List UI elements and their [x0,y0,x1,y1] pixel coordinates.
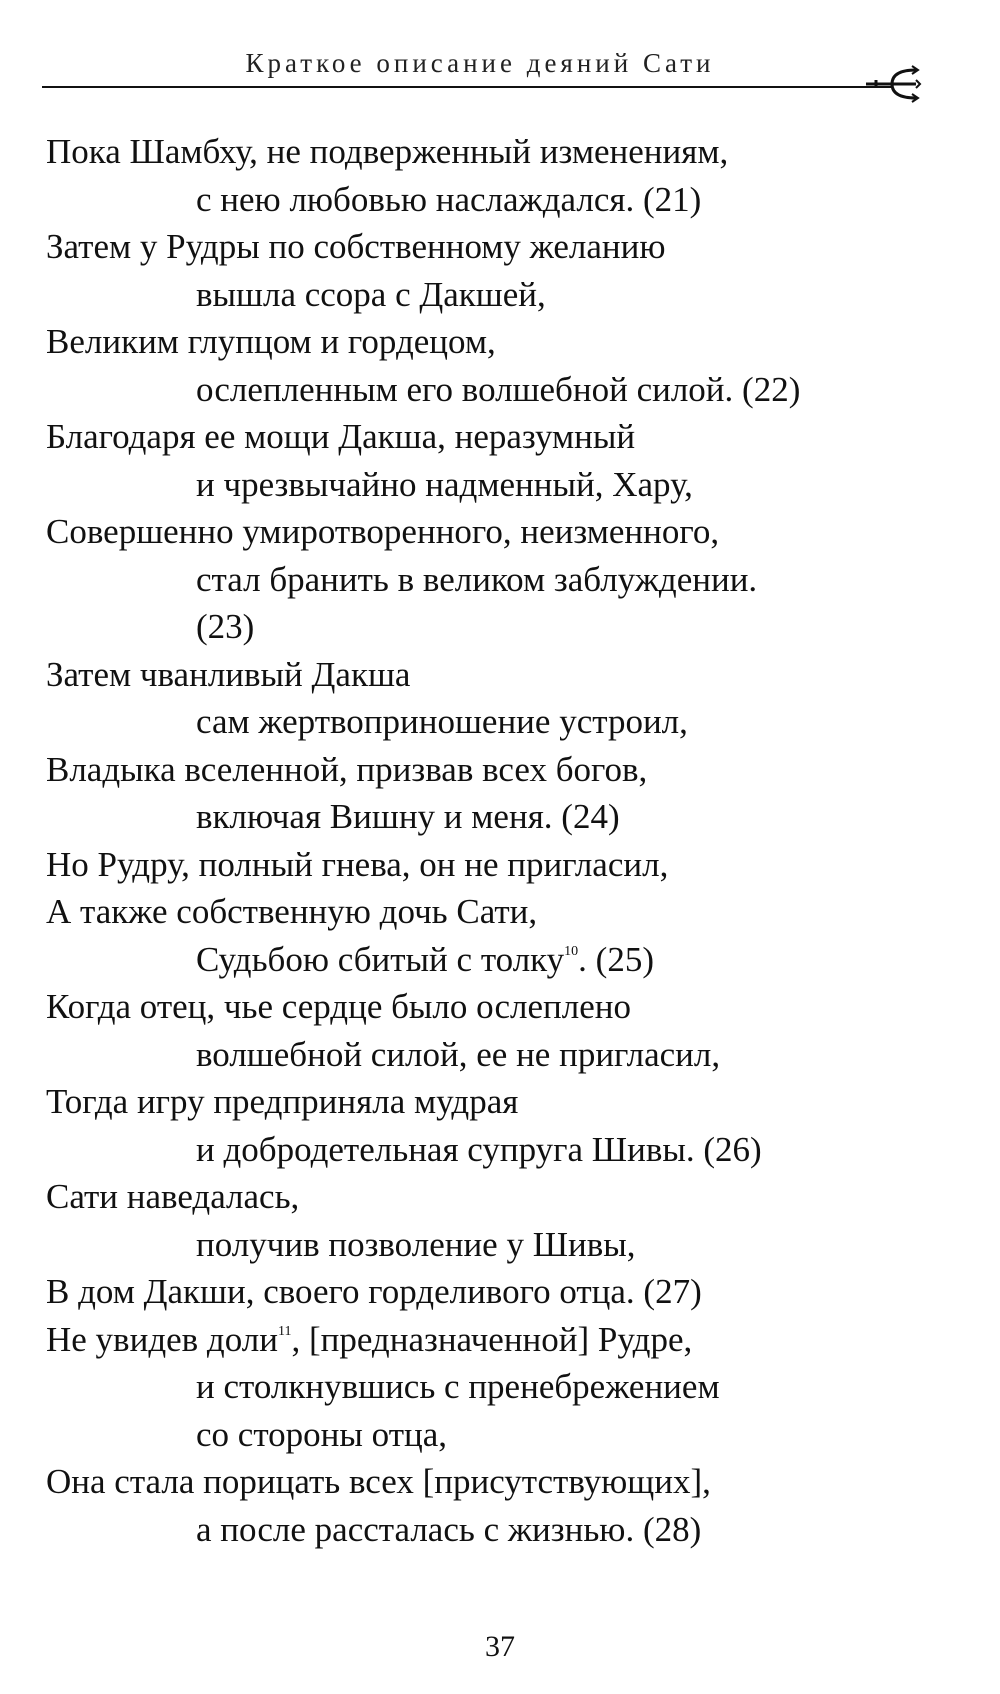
verse-line [46,651,946,699]
verse-text: Пока Шамбху, не подверженный изменениям, [46,132,729,171]
verse-line [46,413,946,461]
verse-text: Она стала порицать всех [присутствующих], [46,1462,711,1501]
verse-text: сам жертвоприношение устроил, [196,702,688,741]
verse-line [46,508,946,556]
verse-line [46,1458,946,1506]
verse-text: и чрезвычайно надменный, Хару, [196,464,693,504]
verse-line [46,841,946,889]
verse-line [46,128,946,176]
verse-text: ослепленным его волшебной силой. (22) [196,369,801,409]
verse-line [46,318,946,366]
verse-text: А также собственную дочь Сати, [46,892,538,931]
running-head [0,48,1000,79]
running-head-title: Краткое описание деяний Сати [245,48,715,78]
verse-line [46,983,946,1031]
verse-line [46,1316,946,1364]
footnote-marker[interactable]: 11 [277,1323,292,1339]
header-rule [42,86,892,88]
verse-text: включая Вишну и меня. (24) [196,797,620,836]
verse-line [46,1078,946,1126]
verse-line [46,936,946,984]
verse-line [46,366,946,414]
verse-line [46,1221,946,1269]
verse-line [46,1173,946,1221]
page-number: 37 [485,1630,515,1663]
verse-line [46,603,946,651]
verse-text: вышла ссора с Дакшей, [196,274,546,314]
verse-line [46,176,946,224]
verse-text: (23) [196,607,255,646]
verse-text: Но Рудру, полный гнева, он не пригласил, [46,844,669,884]
verse-text: Судьбою сбитый с толку [196,939,565,979]
verse-line [46,698,946,746]
verse-text: волшебной силой, ее не пригласил, [196,1034,721,1074]
verse-text-continued: , [предназначенной] Рудре, [291,1319,693,1359]
trident-icon [862,64,922,108]
verse-text: с нею любовью наслаждался. (21) [196,179,702,219]
verse-text: и добродетельная супруга Шивы. (26) [196,1129,762,1169]
verse-line [46,461,946,509]
verse-line [46,1031,946,1079]
verse-text: Владыка вселенной, призвав всех богов, [46,749,648,789]
verse-line [46,1506,946,1554]
verse-line [46,556,946,604]
verse-line [46,746,946,794]
verse-text: Сати наведалась, [46,1177,300,1216]
verse-text: со стороны отца, [196,1414,447,1454]
verse-text-continued: . (25) [578,939,654,979]
verse-text: Великим глупцом и гордецом, [46,322,496,361]
verse-text: Не увидев доли [46,1319,278,1359]
verse-text: Совершенно умиротворенного, неизменного, [46,512,720,551]
verse-line [46,1411,946,1459]
verse-text: получив позволение у Шивы, [196,1224,636,1264]
verse-text: Тогда игру предприняла мудрая [46,1082,519,1121]
verse-text: Когда отец, чье сердце было ослеплено [46,987,632,1026]
verse-line [46,793,946,841]
verse-text: и столкнувшись с пренебрежением [196,1367,720,1406]
verse-text: В дом Дакши, своего горделивого отца. (27) [46,1272,702,1311]
verse-text: Затем чванливый Дакша [46,654,411,694]
verse-text: Благодаря ее мощи Дакша, неразумный [46,417,636,456]
verse-line [46,1268,946,1316]
verse-line [46,223,946,271]
verse-line [46,1126,946,1174]
footnote-marker[interactable]: 10 [564,943,579,959]
verse-text: Затем у Рудры по собственному желанию [46,227,666,266]
verse-text: стал бранить в великом заблуждении. [196,559,758,599]
verse-text: а после рассталась с жизнью. (28) [196,1509,702,1549]
verse-line [46,271,946,319]
verse-line [46,888,946,936]
verse-block [46,128,946,1553]
verse-line [46,1363,946,1411]
